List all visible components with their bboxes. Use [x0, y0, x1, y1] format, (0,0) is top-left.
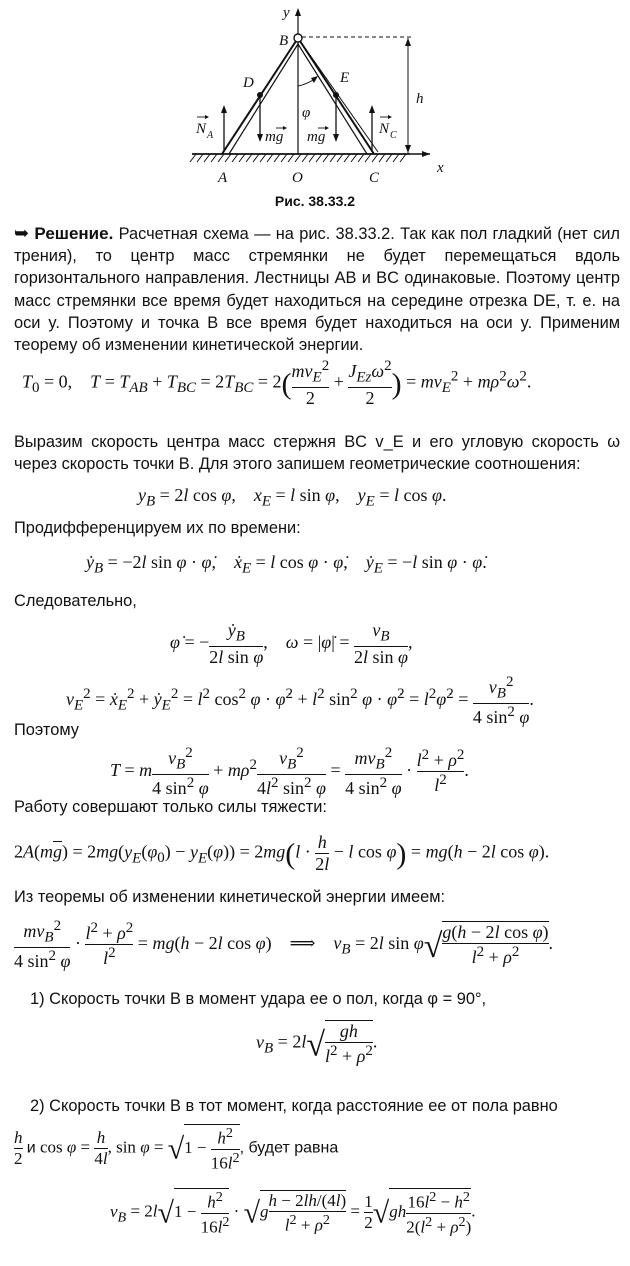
- label-mg-e: [307, 126, 329, 145]
- hatch-mark: [246, 154, 252, 162]
- p-express: Выразим скорость центра масс стержня BC v_E и его угловую скорость ω через скорость точки B. Для этого запишем геометрические соотношения:: [14, 433, 620, 474]
- hatch-mark: [337, 154, 343, 162]
- hatch-mark: [309, 154, 315, 162]
- eq-energy: $T_0 = 0$, $T = T_{AB} + T_{BC} = 2T_{BC} = 2$( $mv_E^2$ 2 + $J_{Ez}\omega^2$ 2 ) = $mv_E^2 + m\rho^2\omega^2$.: [22, 358, 532, 408]
- hatch-mark: [267, 154, 273, 162]
- label-b: B: [279, 33, 289, 49]
- eq-phidot: φ̇ = − $\frac{ẏ_B}{\text{2l sin φ}}$ , ω = |φ̇| = $\frac{v_B}{\text{2l sin φ}}$ ,: [170, 620, 413, 667]
- hatch-mark: [351, 154, 357, 162]
- hatch-mark: [295, 154, 301, 162]
- label-d: D: [243, 75, 254, 91]
- label-x: x: [437, 160, 444, 176]
- label-h: h: [416, 91, 424, 107]
- hatch-mark: [400, 154, 406, 162]
- hatch-mark: [218, 154, 224, 162]
- label-e: E: [340, 70, 350, 86]
- hatch-mark: [358, 154, 364, 162]
- p-theorem: Из теоремы об изменении кинетической энергии имеем:: [14, 888, 446, 906]
- ladder-figure: [180, 0, 470, 190]
- svg-text:N: N: [379, 121, 390, 137]
- eq-work: $2A(m\overline{g}) = 2mg(y_E(\varphi_0) - y_E(\varphi)) = 2mg(l$ · $\frac{h}{2l}$ − l cos φ) = mg(h − 2l cos φ).: [14, 832, 550, 874]
- eq-t: T = m $\frac{v_B^2}{4 \sin^2 \varphi}$ + $m\rho^2$ $\frac{v_B^2}{4l^2 \sin^2 \varphi}$ = $mv_B^2$ 4 $\sin^2 \varphi$ · $\frac{l^2 + \rho^2}{l^2}$ .: [110, 745, 469, 798]
- hatch-mark: [274, 154, 280, 162]
- hatch-mark: [225, 154, 231, 162]
- hatch-mark: [344, 154, 350, 162]
- eq-geom: $y_B = 2l$ cos φ, $x_E = l$ sin φ, $y_E = l$ cos φ.: [138, 485, 447, 510]
- solution-heading: Решение.: [34, 224, 114, 243]
- hatch-mark: [365, 154, 371, 162]
- eq-item1: $v_B = 2l√$ $\frac{gh}{l^2 + \rho^2}$ .: [256, 1021, 378, 1066]
- label-y: y: [283, 5, 290, 21]
- item-2: 2) Скорость точки B в тот момент, когда расстояние ее от пола равно: [30, 1097, 558, 1115]
- item-1: 1) Скорость точки B в момент удара ее о пол, когда φ = 90°,: [30, 990, 487, 1008]
- hatch-mark: [302, 154, 308, 162]
- label-c: C: [369, 170, 380, 186]
- hatch-mark: [190, 154, 196, 162]
- svg-text:A: A: [207, 130, 214, 141]
- hatch-mark: [239, 154, 245, 162]
- label-nc: [378, 115, 397, 141]
- hatch-mark: [393, 154, 399, 162]
- hatch-mark: [386, 154, 392, 162]
- hatch-mark: [379, 154, 385, 162]
- p-work: Работу совершают только силы тяжести:: [14, 798, 327, 816]
- solution-intro: [14, 222, 620, 356]
- ladder-ab-inner: [229, 44, 298, 154]
- p-hence: Поэтому: [14, 721, 79, 739]
- hinge-b: [294, 34, 302, 42]
- hatch-mark: [288, 154, 294, 162]
- eq-item2: $v_B = 2l√1$ − $\frac{h^2}{16l^2}$ · √g $\frac{h - 2lh/(4l)}{l^2 + \rho^2}$ = $\frac{1}{2}$ √gh $\frac{16l^2 - h^2}{2(l^2 + \rho^2)}$ .: [110, 1189, 476, 1237]
- floor-hatching: [190, 154, 410, 162]
- hatch-mark: [330, 154, 336, 162]
- svg-text:N: N: [196, 121, 207, 137]
- eq-ve: $v_E^2$ = ẋ$_E^2$ + ẏ$_E^2$ = $l^2$ $\cos^2 \varphi$ · φ̇$^2$ + $l^2$ $\sin^2 \varphi$ · φ̇$^2$ = $l^2\varphi̇^2$ = $\frac{v_B^2}{4 \sin^2 \varphi}$ .: [66, 674, 534, 727]
- hatch-mark: [204, 154, 210, 162]
- eq-result: $mv_B^2$ 4 $\sin^2 \varphi$ · $\frac{l^2 + \rho^2}{l^2}$ = mg(h − 2l cos φ) ⟹ $v_B = 2l$ sin φ√ $\frac{\text{g(h − 2l cos φ)}}{l^2 + \rho^2}$ .: [14, 918, 554, 971]
- p-diff: Продифференцируем их по времени:: [14, 519, 301, 537]
- item-2-cont: $\frac{h}{2}$ и cos φ = $\frac{h}{4l}$ , sin φ = √ 1 − $\frac{h^2}{16l^2}$ , будет равна: [14, 1125, 339, 1173]
- label-o: O: [292, 170, 303, 186]
- hatch-mark: [281, 154, 287, 162]
- hatch-mark: [316, 154, 322, 162]
- label-a: A: [218, 170, 228, 186]
- hatch-mark: [260, 154, 266, 162]
- svg-text:mg: mg: [307, 129, 326, 145]
- arrow-icon: ➥: [14, 223, 30, 243]
- hatch-mark: [211, 154, 217, 162]
- hatch-mark: [372, 154, 378, 162]
- intro-text: Расчетная схема — на рис. 38.33.2. Так как пол гладкий (нет сил трения), то центр масс стремянки не будет перемещаться вдоль горизонтального направления. Лестницы AB и BC одинаковые. Поэтому центр масс стремянки все время будет находиться на середине отрезка DE, т. е. на оси y. Поэтому и точка B все время будет находиться на оси y. Применим теорему об изменении кинетической энергии.: [14, 225, 620, 355]
- hatch-mark: [253, 154, 259, 162]
- hatch-mark: [197, 154, 203, 162]
- eq-deriv: ẏ$_B$ = −2l sin φ · φ̇, ẋ$_E$ = l cos φ · φ̇, ẏ$_E$ = −l sin φ · φ̇.: [86, 552, 487, 577]
- label-na: [195, 115, 214, 141]
- hatch-mark: [232, 154, 238, 162]
- hatch-mark: [323, 154, 329, 162]
- p-therefore: Следовательно,: [14, 592, 137, 610]
- label-phi: φ: [302, 105, 311, 121]
- label-mg-d: [265, 126, 287, 145]
- svg-text:mg: mg: [265, 129, 284, 145]
- svg-text:C: C: [390, 130, 397, 141]
- figure-caption: Рис. 38.33.2: [274, 193, 356, 209]
